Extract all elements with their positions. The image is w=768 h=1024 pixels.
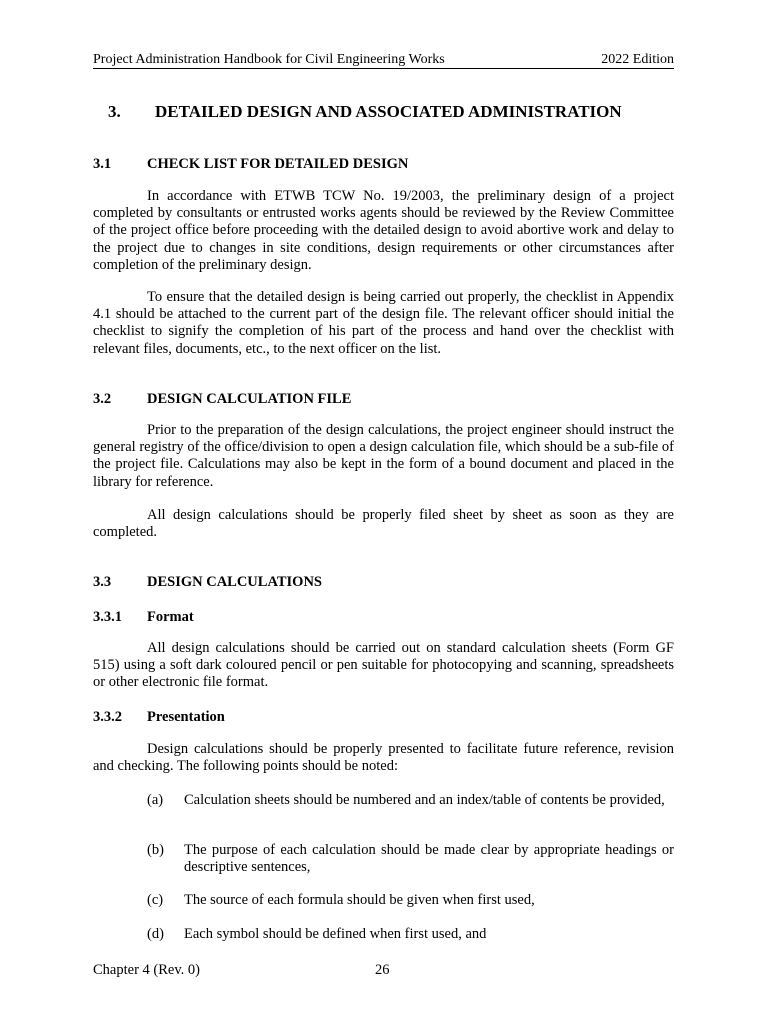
- list-item-label: (a): [147, 792, 164, 808]
- list-item-text: The source of each formula should be given when first used,: [184, 892, 535, 908]
- section-title: DESIGN CALCULATIONS: [147, 574, 322, 590]
- list-item-label: (d): [147, 926, 164, 942]
- section-title: Presentation: [147, 709, 225, 725]
- chapter-number: 3.: [108, 102, 121, 121]
- section-number: 3.3: [93, 574, 112, 590]
- paragraph-3-1-1: In accordance with ETWB TCW No. 19/2003, the preliminary design of a project completed by consultants or entrusted works agents should be reviewed by the Review Committee of the project office before proceeding with the detailed design to avoid abortive work and delay to the project due to changes in site conditions, design requirements or other circumstances after completion of the preliminary design.: [93, 188, 674, 273]
- list-item-text: Calculation sheets should be numbered and an index/table of contents be provided,: [184, 792, 665, 808]
- paragraph-3-3-1: All design calculations should be carried out on standard calculation sheets (Form GF 515) using a soft dark coloured pencil or pen suitable for photocopying and scanning, spreadsheets or other electronic file format.: [93, 640, 674, 691]
- footer-chapter-revision: Chapter 4 (Rev. 0): [93, 962, 200, 978]
- section-number: 3.3.2: [93, 709, 122, 725]
- section-number: 3.3.1: [93, 609, 122, 625]
- section-title: CHECK LIST FOR DETAILED DESIGN: [147, 156, 409, 172]
- handbook-title: Project Administration Handbook for Civil Engineering Works: [93, 52, 445, 67]
- running-header: [93, 51, 674, 69]
- section-number: 3.1: [93, 156, 112, 172]
- paragraph-3-3-2: Design calculations should be properly presented to facilitate future reference, revision and checking. The following points should be noted:: [93, 741, 674, 775]
- list-item-label: (c): [147, 892, 164, 908]
- chapter-title: DETAILED DESIGN AND ASSOCIATED ADMINISTRATION: [155, 102, 622, 121]
- list-item-label: (b): [147, 842, 164, 858]
- paragraph-3-1-2: To ensure that the detailed design is being carried out properly, the checklist in Appendix 4.1 should be attached to the current part of the design file. The relevant officer should initial the checklist to signify the completion of his part of the process and hand over the checklist with relevant files, documents, etc., to the next officer on the list.: [93, 289, 674, 357]
- list-item-text: Each symbol should be defined when first used, and: [184, 926, 487, 942]
- section-number: 3.2: [93, 391, 112, 407]
- paragraph-3-2-1: Prior to the preparation of the design calculations, the project engineer should instruct the general registry of the office/division to open a design calculation file, which should be a sub-file of the project file. Calculations may also be kept in the form of a bound document and placed in the library for reference.: [93, 422, 674, 490]
- list-item-text: The purpose of each calculation should be made clear by appropriate headings or descriptive sentences,: [184, 842, 674, 876]
- section-title: Format: [147, 609, 194, 625]
- page-number: 26: [375, 962, 390, 978]
- section-title: DESIGN CALCULATION FILE: [147, 391, 352, 407]
- edition-label: 2022 Edition: [601, 52, 674, 67]
- paragraph-3-2-2: All design calculations should be properly filed sheet by sheet as soon as they are completed.: [93, 507, 674, 541]
